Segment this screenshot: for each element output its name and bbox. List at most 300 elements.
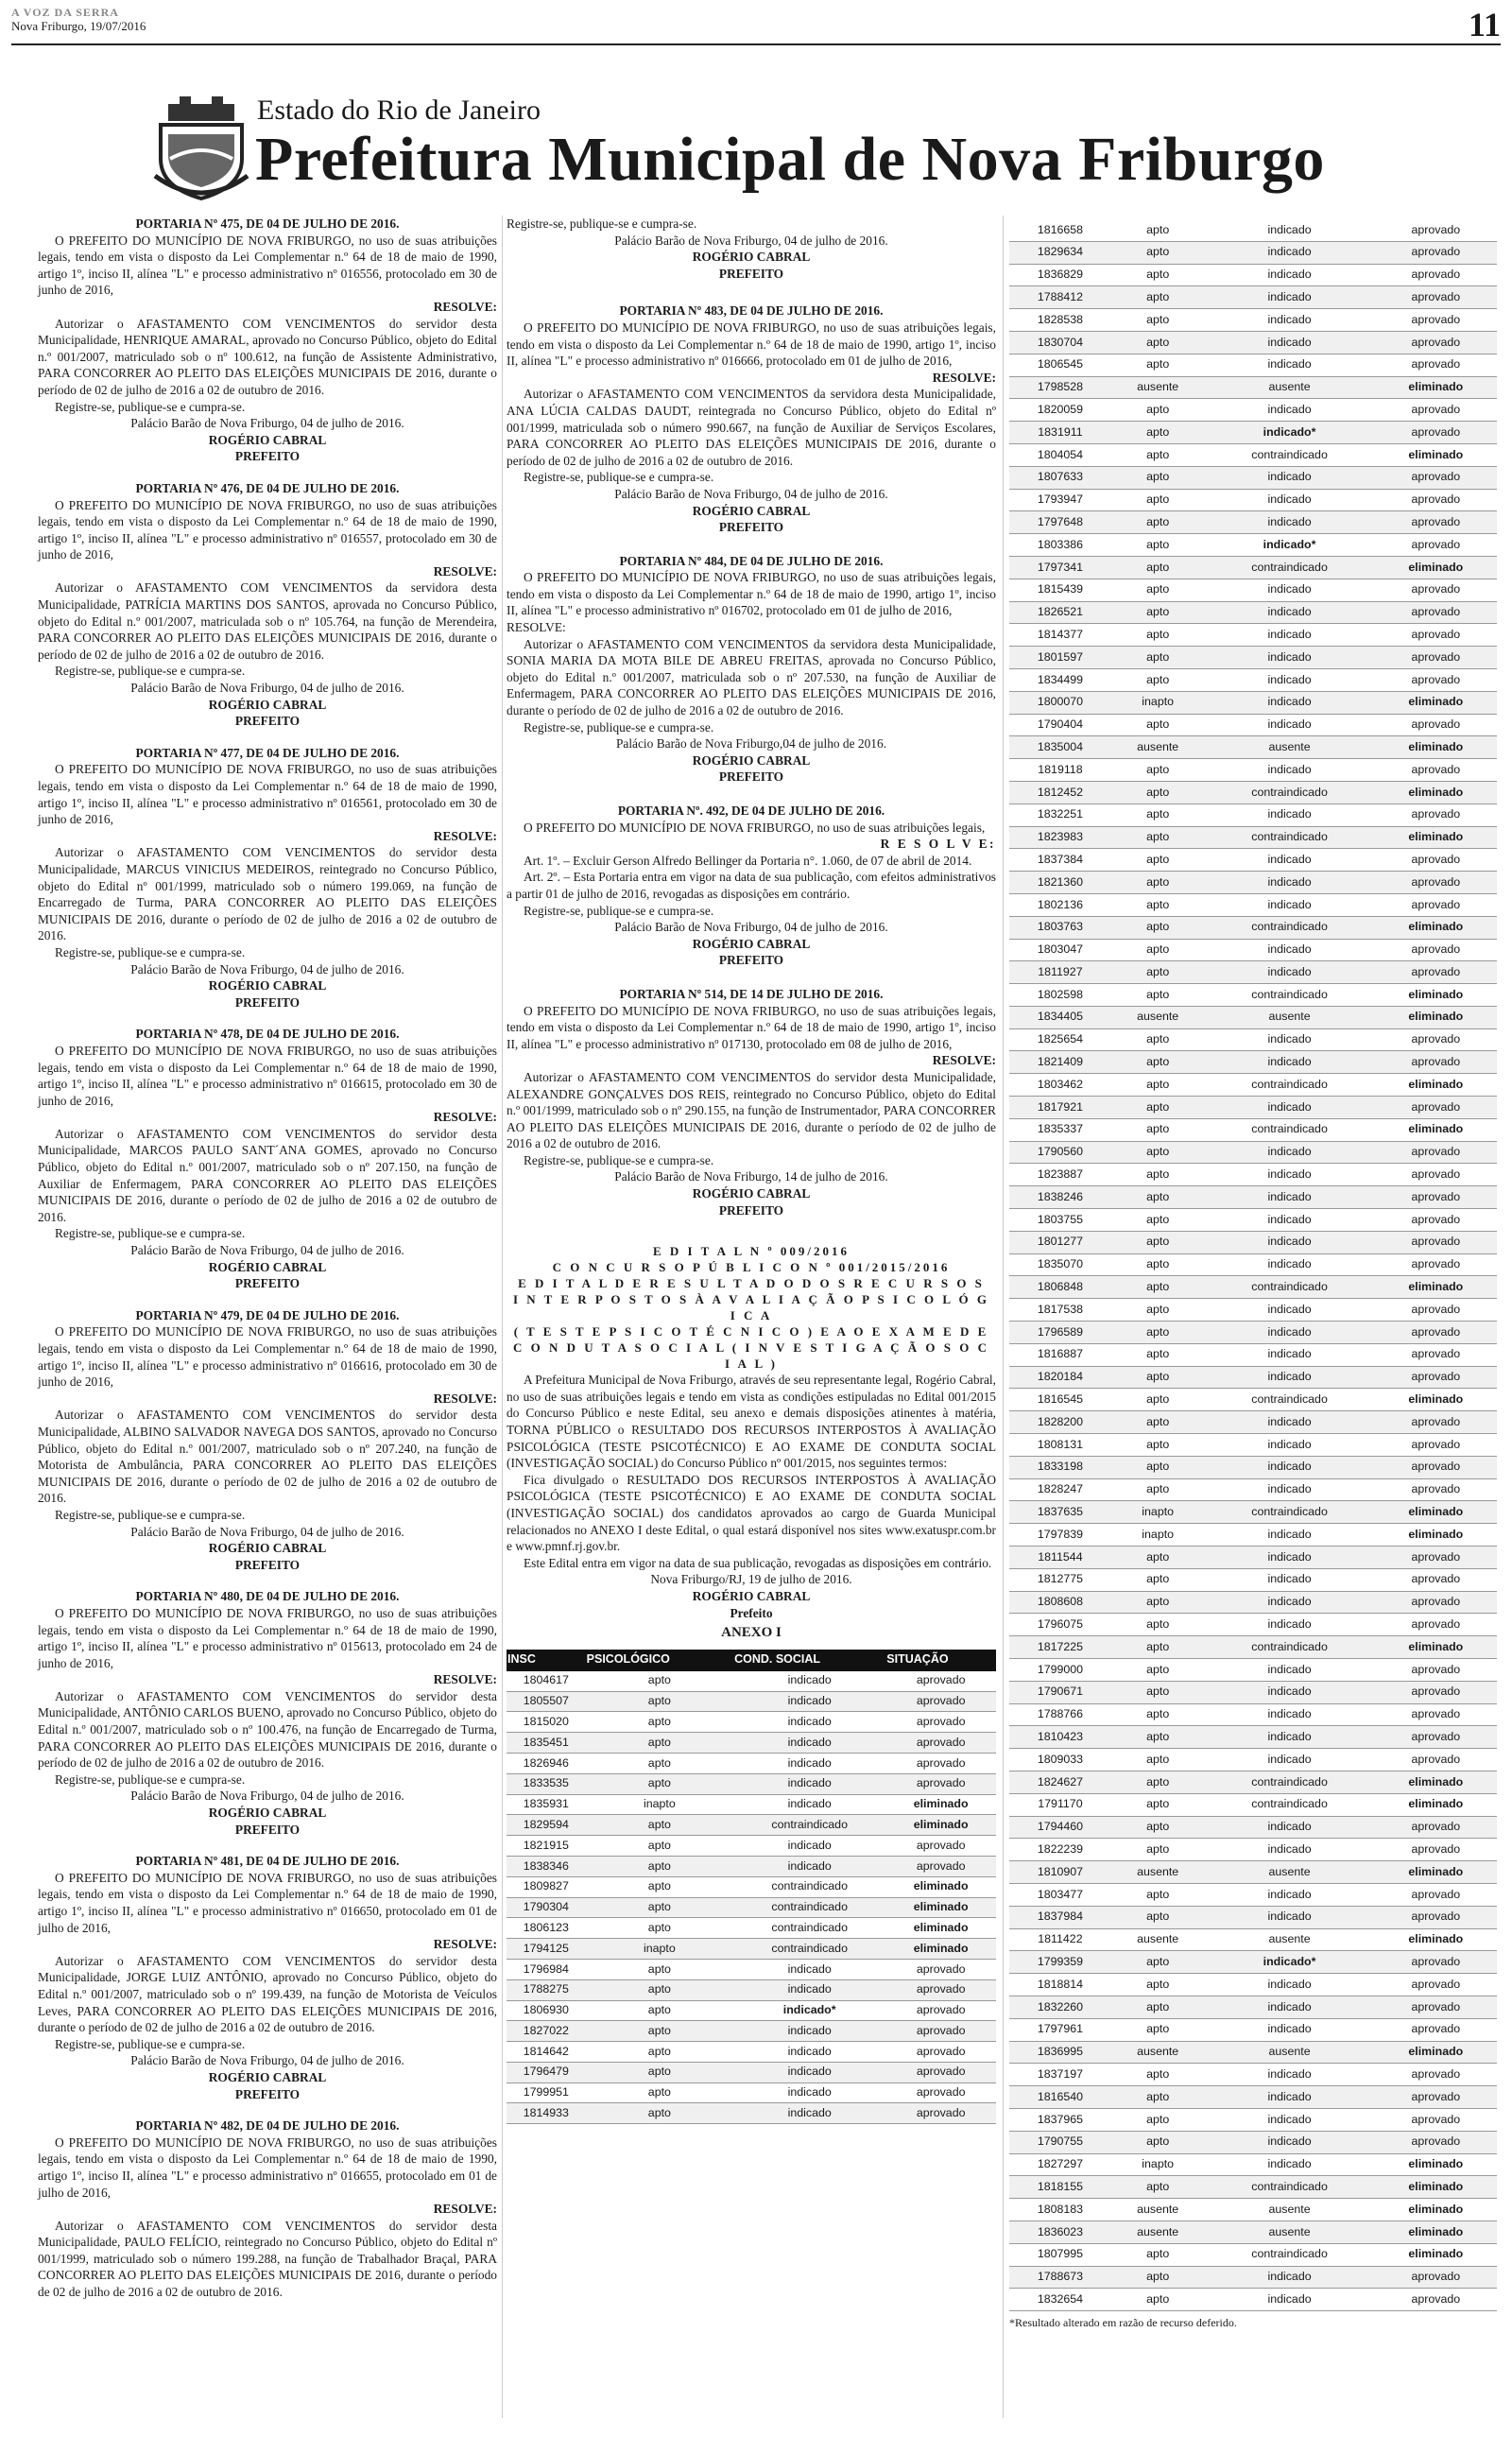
table-cell: apto xyxy=(1111,1703,1205,1726)
table-cell: aprovado xyxy=(1375,354,1497,376)
table-cell: aprovado xyxy=(1375,1974,1497,1996)
table-row xyxy=(1009,601,1497,624)
table-cell: apto xyxy=(1111,1614,1205,1636)
table-cell: indicado xyxy=(733,1959,885,1979)
signer-name: ROGÉRIO CABRAL xyxy=(208,432,327,447)
table-cell: indicado xyxy=(1204,354,1374,376)
table-cell: indicado xyxy=(1204,939,1374,961)
signer-role: PREFEITO xyxy=(234,994,301,1010)
signer-role: Prefeito xyxy=(730,1605,773,1620)
table-cell: aprovado xyxy=(1375,624,1497,647)
table-cell: aprovado xyxy=(1375,1906,1497,1928)
table-cell: indicado xyxy=(1204,1456,1374,1478)
table-cell: 1799000 xyxy=(1009,1659,1111,1682)
table-cell: apto xyxy=(586,1836,733,1857)
table-row xyxy=(1009,2266,1497,2289)
resolve-label: RESOLVE: xyxy=(932,1053,996,1068)
table-cell: aprovado xyxy=(885,1691,996,1712)
table-row xyxy=(1009,691,1497,714)
table-cell: 1821360 xyxy=(1009,872,1111,894)
table-cell: 1805507 xyxy=(507,1691,586,1712)
table-cell: aprovado xyxy=(1375,759,1497,782)
table-cell: 1827022 xyxy=(507,2021,586,2042)
table-row xyxy=(1009,399,1497,422)
table-row xyxy=(507,1897,996,1918)
table-cell: aprovado xyxy=(885,1979,996,2000)
table-row xyxy=(507,1979,996,2000)
table-cell: aprovado xyxy=(1375,2131,1497,2153)
table-row xyxy=(1009,826,1497,849)
table-row xyxy=(507,1836,996,1857)
table-row xyxy=(1009,1186,1497,1209)
table-cell: 1835337 xyxy=(1009,1118,1111,1141)
table-cell: 1823983 xyxy=(1009,826,1111,849)
table-row xyxy=(1009,376,1497,399)
table-row xyxy=(1009,668,1497,691)
table-cell: 1806848 xyxy=(1009,1276,1111,1299)
portaria-title: PORTARIA Nº 475, DE 04 DE JULHO DE 2016. xyxy=(135,216,400,231)
table-cell: apto xyxy=(1111,1726,1205,1749)
table-row xyxy=(1009,579,1497,601)
table-cell: contraindicado xyxy=(1204,2176,1374,2199)
signer-role: PREFEITO xyxy=(718,520,784,535)
table-cell: 1796075 xyxy=(1009,1614,1111,1636)
table-cell: apto xyxy=(586,1712,733,1733)
table-row xyxy=(1009,1006,1497,1028)
table-cell: apto xyxy=(1111,781,1205,804)
table-cell: apto xyxy=(1111,1974,1205,1996)
resolve-label: RESOLVE: xyxy=(433,2202,497,2217)
edital-heading: ( T E S T E P S I C O T É C N I C O ) E A O E X A M E D E xyxy=(513,1324,989,1339)
table-cell: 1833535 xyxy=(507,1773,586,1794)
table-cell: 1833198 xyxy=(1009,1456,1111,1478)
table-row xyxy=(1009,1343,1497,1366)
signer-name: ROGÉRIO CABRAL xyxy=(208,1259,327,1274)
table-cell: 1830704 xyxy=(1009,331,1111,354)
table-cell: aprovado xyxy=(1375,466,1497,489)
table-cell: apto xyxy=(1111,1591,1205,1614)
table-cell: ausente xyxy=(1111,736,1205,759)
portaria-body: Autorizar o AFASTAMENTO COM VENCIMENTOS do servidor desta Municipalidade, ALEXANDRE GONÇALVES DOS REIS, reintegrado no Concurso Público, objeto do Edital n.º 001/1999, matriculado sob o nº 290.155, na função de Instrumentador, PARA CONCORRER AO PLEITO DAS ELEIÇÕES MUNICIPAIS DE 2016, durante o período de 02 de julho de 2016 a 02 de outubro de 2016. xyxy=(507,1069,996,1151)
table-cell: aprovado xyxy=(1375,264,1497,286)
registre-text: Registre-se, publique-se e cumpra-se. xyxy=(55,2036,246,2051)
table-cell: eliminado xyxy=(1375,1636,1497,1659)
table-cell: aprovado xyxy=(1375,1097,1497,1119)
table-cell: aprovado xyxy=(885,1773,996,1794)
table-cell: indicado xyxy=(733,1712,885,1733)
column-b xyxy=(507,216,996,2124)
table-cell: contraindicado xyxy=(1204,781,1374,804)
table-cell: 1803755 xyxy=(1009,1209,1111,1232)
table-row xyxy=(1009,534,1497,557)
portaria-intro: O PREFEITO DO MUNICÍPIO DE NOVA FRIBURGO, no uso de suas atribuições legais, tendo em vista o disposto da Lei Complementar n.º 64 de 18 de maio de 1990, artigo 1º, inciso II, alínea "L" e processo administrativo nº 016557, protocolado em 30 de junho de 2016, xyxy=(38,497,497,562)
signer-name: ROGÉRIO CABRAL xyxy=(692,752,811,768)
signer-name: ROGÉRIO CABRAL xyxy=(692,250,811,265)
table-cell: eliminado xyxy=(1375,826,1497,849)
portaria-intro: O PREFEITO DO MUNICÍPIO DE NOVA FRIBURGO, no uso de suas atribuições legais, tendo em vista o disposto da Lei Complementar n.º 64 de 18 de maio de 1990, artigo 1º, inciso II, alínea "L" e processo administrativo nº 016655, protocolado em 01 de julho de 2016, xyxy=(38,2134,497,2200)
table-cell: indicado xyxy=(1204,1209,1374,1232)
portaria-body: Autorizar o AFASTAMENTO COM VENCIMENTOS do servidor desta Municipalidade, PAULO FELÍCIO, reintegrado no Concurso Público, objeto do Edital nº 001/1999, matriculado sob o número 199.288, na função de Trabalhador Braçal, PARA CONCORRER AO PLEITO DAS ELEIÇÕES MUNICIPAIS DE 2016, durante o período de 02 de julho de 2016 a 02 de outubro de 2016. xyxy=(38,2218,497,2300)
portaria-body: Autorizar o AFASTAMENTO COM VENCIMENTOS do servidor desta Municipalidade, JORGE LUIZ ANTÔNIO, aprovado no Concurso Público, objeto do Edital n.º 001/2007, matriculado sob o nº 199.439, na função de Motorista de Veículos Leves, PARA CONCORRER AO PLEITO DAS ELEIÇÕES MUNICIPAIS DE 2016, durante o período de 02 de julho de 2016 a 02 de outubro de 2016. xyxy=(38,1953,497,2035)
table-row xyxy=(1009,2221,1497,2243)
portaria-body: Autorizar o AFASTAMENTO COM VENCIMENTOS do servidor desta Municipalidade, ANTÔNIO CARLOS BUENO, aprovado no Concurso Público, objeto do Edital n.º 001/2007, matriculado sob o nº 100.476, na função de Encarregado de Turma, PARA CONCORRER AO PLEITO DAS ELEIÇÕES MUNICIPAIS DE 2016, durante o período de 02 de julho de 2016 a 02 de outubro de 2016. xyxy=(38,1688,497,1771)
table-row xyxy=(1009,556,1497,579)
table-cell: eliminado xyxy=(1375,736,1497,759)
table-row xyxy=(1009,1028,1497,1051)
table-row xyxy=(1009,1253,1497,1276)
table-cell: 1829594 xyxy=(507,1815,586,1836)
page-number: 11 xyxy=(1468,6,1501,43)
table-cell: indicado xyxy=(1204,1883,1374,1906)
table-cell: 1797839 xyxy=(1009,1524,1111,1547)
edital-date: Nova Friburgo/RJ, 19 de julho de 2016. xyxy=(650,1572,852,1587)
palacio-text: Palácio Barão de Nova Friburgo, 04 de julho de 2016. xyxy=(130,681,404,696)
table-cell: 1807633 xyxy=(1009,466,1111,489)
table-cell: apto xyxy=(1111,511,1205,534)
table-cell: apto xyxy=(1111,872,1205,894)
table-cell: indicado xyxy=(1204,1253,1374,1276)
table-cell: indicado xyxy=(1204,264,1374,286)
table-cell: indicado xyxy=(1204,1186,1374,1209)
table-cell: 1837197 xyxy=(1009,2064,1111,2086)
table-cell: contraindicado xyxy=(733,1897,885,1918)
table-cell: aprovado xyxy=(1375,1681,1497,1703)
table-row xyxy=(1009,443,1497,466)
table-cell: apto xyxy=(1111,264,1205,286)
table-row xyxy=(507,2103,996,2124)
table-row xyxy=(507,2000,996,2021)
table-cell: 1811422 xyxy=(1009,1928,1111,1951)
table-cell: 1809033 xyxy=(1009,1749,1111,1771)
table-cell: eliminado xyxy=(1375,1524,1497,1547)
table-cell: apto xyxy=(1111,1883,1205,1906)
table-cell: eliminado xyxy=(1375,2221,1497,2243)
table-cell: 1837635 xyxy=(1009,1501,1111,1524)
portaria-intro: O PREFEITO DO MUNICÍPIO DE NOVA FRIBURGO, no uso de suas atribuições legais, tendo em vista o disposto da Lei Complementar n.º 64 de 18 de maio de 1990, artigo 1º, inciso II, alínea "L" e processo administrativo nº 017130, protocolado em 08 de julho de 2016, xyxy=(507,1003,996,1051)
table-cell: aprovado xyxy=(1375,422,1497,444)
table-cell: eliminado xyxy=(1375,2153,1497,2176)
table-cell: ausente xyxy=(1111,1928,1205,1951)
table-cell: 1837384 xyxy=(1009,849,1111,872)
table-cell: apto xyxy=(1111,2131,1205,2153)
table-cell: indicado xyxy=(1204,1164,1374,1186)
table-row xyxy=(1009,1928,1497,1951)
table-cell: aprovado xyxy=(1375,579,1497,601)
table-cell: aprovado xyxy=(1375,1816,1497,1839)
table-cell: 1825654 xyxy=(1009,1028,1111,1051)
table-cell: indicado xyxy=(733,2062,885,2082)
table-cell: 1822239 xyxy=(1009,1839,1111,1861)
table-cell: 1804617 xyxy=(507,1671,586,1691)
table-cell: apto xyxy=(1111,2289,1205,2311)
table-cell: eliminado xyxy=(1375,1771,1497,1793)
table-cell: apto xyxy=(586,1815,733,1836)
table-cell: apto xyxy=(1111,1434,1205,1457)
column-divider xyxy=(1003,216,1004,2418)
table-cell: 1814933 xyxy=(507,2103,586,2124)
table-cell: aprovado xyxy=(1375,1366,1497,1389)
edital-paragraph: Este Edital entra em vigor na data de sua publicação, revogadas as disposições em contrário. xyxy=(524,1555,992,1570)
table-cell: 1806123 xyxy=(507,1918,586,1939)
table-cell: eliminado xyxy=(1375,1276,1497,1299)
signer-name: ROGÉRIO CABRAL xyxy=(208,697,327,712)
table-cell: indicado xyxy=(1204,579,1374,601)
table-cell: indicado xyxy=(1204,309,1374,332)
table-cell: 1806545 xyxy=(1009,354,1111,376)
table-cell: 1797961 xyxy=(1009,2018,1111,2041)
table-cell: 1820184 xyxy=(1009,1366,1111,1389)
table-cell: eliminado xyxy=(1375,376,1497,399)
table-cell: indicado xyxy=(1204,2064,1374,2086)
registre-text: Registre-se, publique-se e cumpra-se. xyxy=(507,216,697,231)
table-cell: 1820059 xyxy=(1009,399,1111,422)
resolve-label: RESOLVE: xyxy=(433,1672,497,1687)
table-cell: 1829634 xyxy=(1009,241,1111,264)
table-cell: apto xyxy=(1111,1839,1205,1861)
table-cell: aprovado xyxy=(1375,1434,1497,1457)
table-cell: apto xyxy=(1111,1209,1205,1232)
portaria-intro: O PREFEITO DO MUNICÍPIO DE NOVA FRIBURGO, no uso de suas atribuições legais, xyxy=(524,820,986,835)
palacio-text: Palácio Barão de Nova Friburgo, 04 de julho de 2016. xyxy=(130,1524,404,1539)
table-row xyxy=(1009,1816,1497,1839)
table-cell: indicado xyxy=(733,1733,885,1754)
table-row xyxy=(1009,984,1497,1007)
table-cell: 1837984 xyxy=(1009,1906,1111,1928)
table-cell: 1816545 xyxy=(1009,1389,1111,1411)
table-cell: 1818814 xyxy=(1009,1974,1111,1996)
table-cell: 1835004 xyxy=(1009,736,1111,759)
table-cell: indicado xyxy=(1204,759,1374,782)
table-row xyxy=(1009,2064,1497,2086)
table-row xyxy=(1009,1659,1497,1682)
table-row xyxy=(1009,2041,1497,2064)
table-cell: apto xyxy=(1111,961,1205,984)
table-row xyxy=(507,1691,996,1712)
table-cell: apto xyxy=(1111,443,1205,466)
table-cell: ausente xyxy=(1111,2199,1205,2221)
table-cell: indicado xyxy=(1204,331,1374,354)
table-row xyxy=(507,1794,996,1815)
signer-role: PREFEITO xyxy=(718,266,784,281)
table-cell: indicado xyxy=(733,2082,885,2103)
table-cell: apto xyxy=(1111,1547,1205,1569)
table-cell: apto xyxy=(1111,714,1205,736)
table-row xyxy=(507,2042,996,2063)
table-cell: apto xyxy=(1111,399,1205,422)
table-cell: indicado xyxy=(1204,1906,1374,1928)
table-row xyxy=(1009,939,1497,961)
column-a xyxy=(38,216,497,2301)
table-cell: 1808131 xyxy=(1009,1434,1111,1457)
table-cell: aprovado xyxy=(1375,1028,1497,1051)
table-cell: 1834405 xyxy=(1009,1006,1111,1028)
table-cell: indicado xyxy=(1204,489,1374,511)
portaria-title: PORTARIA Nº 514, DE 14 DE JULHO DE 2016. xyxy=(619,986,884,1001)
table-cell: eliminado xyxy=(1375,1118,1497,1141)
table-cell: 1790560 xyxy=(1009,1141,1111,1164)
table-cell: aprovado xyxy=(1375,1839,1497,1861)
resolve-label: RESOLVE: xyxy=(433,1110,497,1125)
table-cell: indicado xyxy=(1204,849,1374,872)
table-cell: indicado xyxy=(1204,2018,1374,2041)
table-cell: indicado xyxy=(1204,241,1374,264)
table-cell: aprovado xyxy=(1375,1456,1497,1478)
table-row xyxy=(1009,872,1497,894)
coat-of-arms-icon xyxy=(151,93,251,204)
table-cell: apto xyxy=(586,1733,733,1754)
table-cell: apto xyxy=(586,2082,733,2103)
table-cell: indicado xyxy=(1204,2266,1374,2289)
table-cell: aprovado xyxy=(1375,1749,1497,1771)
table-cell: apto xyxy=(586,1773,733,1794)
table-row xyxy=(1009,1974,1497,1996)
table-cell: inapto xyxy=(1111,1501,1205,1524)
table-cell: 1803047 xyxy=(1009,939,1111,961)
table-row xyxy=(1009,1141,1497,1164)
table-cell: 1835931 xyxy=(507,1794,586,1815)
table-row xyxy=(1009,916,1497,939)
palacio-text: Palácio Barão de Nova Friburgo, 04 de julho de 2016. xyxy=(614,486,888,501)
registre-text: Registre-se, publique-se e cumpra-se. xyxy=(524,903,714,918)
portaria-title: PORTARIA Nº 477, DE 04 DE JULHO DE 2016. xyxy=(135,745,400,760)
table-cell: contraindicado xyxy=(1204,443,1374,466)
portaria-intro: O PREFEITO DO MUNICÍPIO DE NOVA FRIBURGO, no uso de suas atribuições legais, tendo em vista o disposto da Lei Complementar n.º 64 de 18 de maio de 1990, artigo 1º, inciso II, alínea "L" e processo administrativo nº 016666, protocolado em 01 de julho de 2016, xyxy=(507,320,996,369)
portaria-body: Autorizar o AFASTAMENTO COM VENCIMENTOS da servidora desta Municipalidade, SONIA MARIA DA MOTA BILE DE ABREU FREITAS, aprovada no Concurso Público, objeto do Edital n.º 001/2007, matriculada sob o nº 207.530, na função de Auxiliar de Enfermagem, PARA CONCORRER AO PLEITO DAS ELEIÇÕES MUNICIPAIS DE 2016, durante o período de 02 de julho de 2016 a 02 de outubro de 2016. xyxy=(507,636,996,718)
portaria-title: PORTARIA Nº 479, DE 04 DE JULHO DE 2016. xyxy=(135,1307,400,1322)
portaria-intro: O PREFEITO DO MUNICÍPIO DE NOVA FRIBURGO, no uso de suas atribuições legais, tendo em vista o disposto da Lei Complementar n.º 64 de 18 de maio de 1990, artigo 1º, inciso II, alínea "L" e processo administrativo nº 016556, protocolado em 30 de junho de 2016, xyxy=(38,233,497,298)
table-row xyxy=(507,1671,996,1691)
portaria-title: PORTARIA Nº 483, DE 04 DE JULHO DE 2016. xyxy=(619,303,884,319)
table-cell: eliminado xyxy=(1375,1389,1497,1411)
table-cell: indicado xyxy=(1204,286,1374,309)
table-row xyxy=(1009,1861,1497,1884)
table-cell: indicado xyxy=(1204,1231,1374,1253)
table-row xyxy=(507,1939,996,1960)
table-cell: apto xyxy=(1111,759,1205,782)
portaria-body: Autorizar o AFASTAMENTO COM VENCIMENTOS do servidor desta Municipalidade, MARCOS PAULO SANT´ANA GOMES, aprovado no Concurso Público, objeto do Edital n.º 001/2007, matriculado sob o nº 207.150, na função de Auxiliar de Enfermagem, PARA CONCORRER AO PLEITO DAS ELEIÇÕES MUNICIPAIS DE 2016, durante o período de 02 de julho de 2016 a 02 de outubro de 2016. xyxy=(38,1126,497,1224)
table-cell: apto xyxy=(1111,219,1205,241)
table-cell: apto xyxy=(586,1979,733,2000)
table-cell: inapto xyxy=(586,1939,733,1960)
table-cell: indicado xyxy=(1204,714,1374,736)
portaria-body: Autorizar o AFASTAMENTO COM VENCIMENTOS da servidora desta Municipalidade, ANA LÚCIA CALDAS DAUDT, reintegrada no Concurso Público, objeto do Edital nº 001/1999, matriculada sob o número 990.667, na função de Auxiliar de Serviços Escolares, PARA CONCORRER AO PLEITO DAS ELEIÇÕES MUNICIPAIS DE 2016, durante o período de 02 de julho de 2016 a 02 de outubro de 2016. xyxy=(507,387,996,468)
portaria-body: Autorizar o AFASTAMENTO COM VENCIMENTOS do servidor desta Municipalidade, ALBINO SALVADOR NAVEGA DOS SANTOS, aprovado no Concurso Público, objeto do Edital n.º 001/2007, matriculado sob o nº 207.240, na função de Motorista de Ambulância, PARA CONCORRER AO PLEITO DAS ELEIÇÕES MUNICIPAIS DE 2016, durante o período de 02 de julho de 2016 a 02 de outubro de 2016. xyxy=(38,1408,497,1506)
table-row xyxy=(507,1773,996,1794)
edital-subtitle: C O N C U R S O P Ú B L I C O N º 001/2015/2016 xyxy=(552,1260,951,1275)
palacio-text: Palácio Barão de Nova Friburgo, 04 de julho de 2016. xyxy=(130,416,404,431)
table-cell: apto xyxy=(1111,489,1205,511)
table-cell: apto xyxy=(1111,1771,1205,1793)
portaria-body: Autorizar o AFASTAMENTO COM VENCIMENTOS do servidor desta Municipalidade, MARCUS VINICIUS MEDEIROS, reintegrado no Concurso Público, objeto do Edital nº 001/1999, matriculado sob o número 199.069, na função de Encarregado de Turma, PARA CONCORRER AO PLEITO DAS ELEIÇÕES MUNICIPAIS DE 2016, durante o período de 02 de julho de 2016 a 02 de outubro de 2016. xyxy=(38,845,497,943)
portaria-intro: O PREFEITO DO MUNICÍPIO DE NOVA FRIBURGO, no uso de suas atribuições legais, tendo em vista o disposto da Lei Complementar n.º 64 de 18 de maio de 1990, artigo 1º, inciso II, alínea "L" e processo administrativo nº 016650, protocolado em 01 de julho de 2016, xyxy=(38,1870,497,1935)
table-cell: 1809827 xyxy=(507,1876,586,1897)
table-cell: 1815439 xyxy=(1009,579,1111,601)
page-header xyxy=(11,6,1501,45)
table-cell: apto xyxy=(1111,422,1205,444)
table-row xyxy=(1009,1164,1497,1186)
portaria-intro: O PREFEITO DO MUNICÍPIO DE NOVA FRIBURGO, no uso de suas atribuições legais, tendo em vista o disposto da Lei Complementar n.º 64 de 18 de maio de 1990, artigo 1º, inciso II, alínea "L" e processo administrativo nº 016702, protocolado em 01 de julho de 2016, xyxy=(507,570,996,618)
table-cell: indicado xyxy=(733,1691,885,1712)
table-cell: apto xyxy=(1111,1906,1205,1928)
registre-text: Registre-se, publique-se e cumpra-se. xyxy=(55,944,246,959)
edital-paragraph: A Prefeitura Municipal de Nova Friburgo, através de seu representante legal, Rogério Cabral, no uso de suas atribuições legais e tendo em vista as condições estipuladas no Edital 001/2015 do Concurso Público e neste Edital, seu anexo e demais disposições atinentes à matéria, TORNA PÚBLICO o RESULTADO DOS RECURSOS INTERPOSTOS À AVALIAÇÃO PSICOLÓGICA (TESTE PSICOTÉCNICO) E AO EXAME DE CONDUTA SOCIAL (INVESTIGAÇÃO SOCIAL) do Concurso Público nº 001/2015, nos seguintes termos: xyxy=(507,1373,996,1471)
portaria-title: PORTARIA Nº 478, DE 04 DE JULHO DE 2016. xyxy=(135,1027,400,1042)
table-row xyxy=(507,1753,996,1773)
table-row xyxy=(1009,1231,1497,1253)
table-cell: contraindicado xyxy=(1204,1276,1374,1299)
table-cell: aprovado xyxy=(1375,1726,1497,1749)
table-cell: indicado xyxy=(1204,1703,1374,1726)
portaria-intro: O PREFEITO DO MUNICÍPIO DE NOVA FRIBURGO, no uso de suas atribuições legais, tendo em vista o disposto da Lei Complementar n.º 64 de 18 de maio de 1990, artigo 1º, inciso II, alínea "L" e processo administrativo nº 015613, protocolado em 24 de junho de 2016, xyxy=(38,1605,497,1670)
table-cell: 1812452 xyxy=(1009,781,1111,804)
table-cell: indicado xyxy=(1204,1726,1374,1749)
table-cell: apto xyxy=(1111,1322,1205,1344)
table-cell: aprovado xyxy=(1375,1883,1497,1906)
table-cell: apto xyxy=(1111,1276,1205,1299)
table-cell: indicado xyxy=(1204,1028,1374,1051)
signer-name: ROGÉRIO CABRAL xyxy=(692,503,811,518)
table-cell: contraindicado xyxy=(1204,1118,1374,1141)
table-cell: indicado xyxy=(1204,399,1374,422)
table-cell: indicado xyxy=(1204,1816,1374,1839)
table-row xyxy=(1009,1726,1497,1749)
table-cell: aprovado xyxy=(1375,939,1497,961)
table-row xyxy=(1009,2018,1497,2041)
table-cell: apto xyxy=(586,2000,733,2021)
table-cell: apto xyxy=(1111,1456,1205,1478)
table-cell: aprovado xyxy=(1375,872,1497,894)
table-cell: indicado xyxy=(1204,691,1374,714)
table-cell: apto xyxy=(1111,601,1205,624)
table-cell: aprovado xyxy=(885,1671,996,1691)
table-cell: apto xyxy=(1111,668,1205,691)
table-cell: aprovado xyxy=(1375,1209,1497,1232)
portaria-title: PORTARIA Nº. 492, DE 04 DE JULHO DE 2016. xyxy=(617,804,885,818)
table-cell: contraindicado xyxy=(1204,1501,1374,1524)
table-cell: 1828538 xyxy=(1009,309,1111,332)
table-row xyxy=(1009,1074,1497,1097)
table-cell: contraindicado xyxy=(1204,556,1374,579)
table-cell: 1788412 xyxy=(1009,286,1111,309)
table-cell: eliminado xyxy=(1375,781,1497,804)
table-row xyxy=(1009,759,1497,782)
results-table-1 xyxy=(507,1650,996,2125)
article-1: Art. 1º. – Excluir Gerson Alfredo Bellinger da Portaria n°. 1.060, de 07 de abril de 2014. xyxy=(524,853,972,868)
table-row xyxy=(1009,1434,1497,1457)
table-cell: aprovado xyxy=(885,1733,996,1754)
table-row xyxy=(1009,961,1497,984)
table-cell: 1799951 xyxy=(507,2082,586,2103)
table-cell: apto xyxy=(586,2103,733,2124)
table-row xyxy=(1009,2086,1497,2109)
table-cell: 1794460 xyxy=(1009,1816,1111,1839)
registre-text: Registre-se, publique-se e cumpra-se. xyxy=(55,1507,246,1522)
table-cell: aprovado xyxy=(1375,1568,1497,1591)
table-cell: contraindicado xyxy=(1204,1074,1374,1097)
table-cell: eliminado xyxy=(1375,1793,1497,1816)
table-cell: eliminado xyxy=(1375,691,1497,714)
table-cell: aprovado xyxy=(1375,601,1497,624)
signer-name: ROGÉRIO CABRAL xyxy=(692,1588,811,1603)
table-row xyxy=(1009,1883,1497,1906)
table-cell: aprovado xyxy=(885,2103,996,2124)
table-row xyxy=(1009,647,1497,669)
table-cell: aprovado xyxy=(1375,2018,1497,2041)
table-cell: aprovado xyxy=(1375,1141,1497,1164)
table-cell: indicado xyxy=(1204,647,1374,669)
table-cell: eliminado xyxy=(885,1939,996,1960)
table-cell: aprovado xyxy=(1375,219,1497,241)
